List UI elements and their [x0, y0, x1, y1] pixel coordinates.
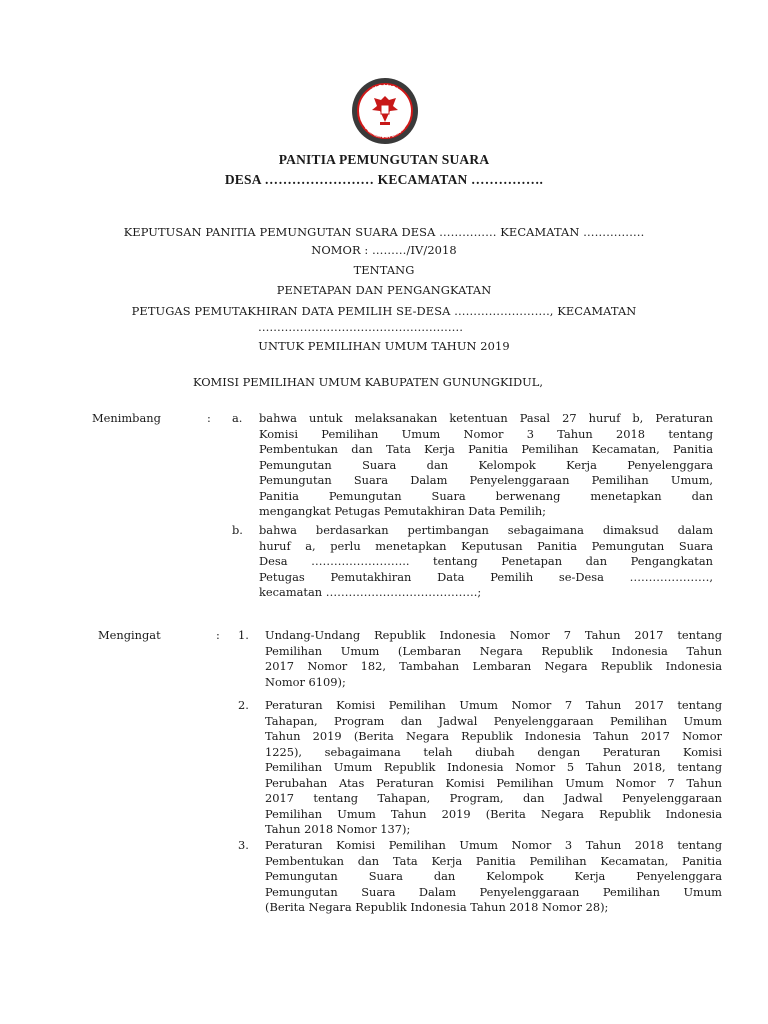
text-line: Tahapan, Program dan Jadwal Penyelenggaraan Pemilihan Umum [265, 713, 722, 728]
kpu-logo [350, 76, 420, 146]
text-line: Tahun 2018 Nomor 137); [265, 822, 411, 836]
text-line: Peraturan Komisi Pemilihan Umum Nomor 7 Tahun 2017 tentang [265, 698, 722, 712]
text-line: Desa …………………….. tentang Penetapan dan Pengangkatan [259, 554, 713, 568]
text-line: Undang-Undang Republik Indonesia Nomor 7 Tahun 2017 tentang [265, 628, 722, 642]
text-line: 1225), sebagaimana telah diubah dengan Peraturan Komisi [265, 744, 722, 759]
logo-top-text: KOMISI [371, 83, 399, 94]
text-line: Pembentukan dan Tata Kerja Panitia Pemilihan Kecamatan, Panitia [265, 853, 722, 868]
text-line: Pemilihan Umum Republik Indonesia Nomor 5 Tahun 2018, tentang [265, 760, 722, 774]
text-line: Pemilihan Umum (Lembaran Negara Republik Indonesia Tahun [265, 643, 722, 658]
decision-number: NOMOR : ………/IV/2018 [311, 243, 457, 257]
mengingat-marker-3: 3. [238, 838, 249, 852]
menimbang-colon: : [207, 411, 211, 425]
menimbang-marker-b: b. [232, 523, 243, 537]
text-line: bahwa untuk melaksanakan ketentuan Pasal 27 huruf b, Peraturan [259, 411, 713, 425]
text-line: mengangkat Petugas Pemutakhiran Data Pemilih; [259, 504, 547, 518]
text-line: 2017 Nomor 182, Tambahan Lembaran Negara Republik Indonesia [265, 659, 722, 673]
mengingat-colon: : [216, 628, 220, 642]
text-line: Panitia Pemungutan Suara berwenang menetapkan dan [259, 488, 713, 503]
mengingat-item-2 [265, 698, 722, 838]
mengingat-marker-2: 2. [238, 698, 249, 712]
decision-subject-3: UNTUK PEMILIHAN UMUM TAHUN 2019 [258, 339, 510, 353]
text-line: kecamatan ………………………………….; [259, 585, 482, 599]
decision-subject-2a: PETUGAS PEMUTAKHIRAN DATA PEMILIH SE-DESA ……………………., KECAMATAN [131, 304, 637, 318]
menimbang-marker-a: a. [232, 411, 243, 425]
mengingat-item-3 [265, 838, 722, 916]
decision-subject-2b: ……………………………………………… [258, 320, 464, 334]
text-line: Perubahan Atas Peraturan Komisi Pemilihan Umum Nomor 7 Tahun [265, 775, 722, 790]
text-line: Nomor 6109); [265, 674, 346, 689]
menimbang-label: Menimbang [92, 411, 161, 425]
menimbang-item-b [259, 523, 713, 601]
menimbang-item-a [259, 411, 713, 520]
mengingat-label: Mengingat [98, 628, 161, 642]
text-line: Pemungutan Suara dan Kelompok Kerja Penyelenggara [259, 457, 713, 472]
logo-bottom-text: PEMILIHAN UMUM [363, 125, 407, 141]
mengingat-item-1 [265, 628, 722, 690]
text-line: Pembentukan dan Tata Kerja Panitia Pemilihan Kecamatan, Panitia [259, 442, 713, 456]
text-line: Pemilihan Umum Tahun 2019 (Berita Negara Republik Indonesia [265, 806, 722, 821]
text-line: Komisi Pemilihan Umum Nomor 3 Tahun 2018 tentang [259, 426, 713, 441]
committee-title: PANITIA PEMUNGUTAN SUARA [278, 152, 490, 167]
text-line: Petugas Pemutakhiran Data Pemilih se-Desa …………………, [259, 569, 713, 584]
decision-authority: KOMISI PEMILIHAN UMUM KABUPATEN GUNUNGKIDUL, [193, 375, 543, 389]
text-line: Tahun 2019 (Berita Negara Republik Indonesia Tahun 2017 Nomor [265, 729, 722, 743]
text-line: 2017 tentang Tahapan, Program, dan Jadwal Penyelenggaraan [265, 791, 722, 805]
committee-subtitle: DESA …………………… KECAMATAN ……………. [224, 172, 544, 187]
text-line: Pemungutan Suara Dalam Penyelenggaraan Pemilihan Umum, [259, 473, 713, 487]
text-line: bahwa berdasarkan pertimbangan sebagaimana dimaksud dalam [259, 523, 713, 537]
text-line: (Berita Negara Republik Indonesia Tahun 2018 Nomor 28); [265, 900, 609, 914]
decision-about: TENTANG [353, 263, 415, 277]
decision-heading: KEPUTUSAN PANITIA PEMUNGUTAN SUARA DESA …………… KECAMATAN ……………. [123, 225, 645, 239]
text-line: Peraturan Komisi Pemilihan Umum Nomor 3 Tahun 2018 tentang [265, 838, 722, 852]
decision-subject-1: PENETAPAN DAN PENGANGKATAN [276, 283, 492, 297]
text-line: Pemungutan Suara dan Kelompok Kerja Penyelenggara [265, 869, 722, 883]
mengingat-marker-1: 1. [238, 628, 249, 642]
text-line: huruf a, perlu menetapkan Keputusan Panitia Pemungutan Suara [259, 538, 713, 553]
text-line: Pemungutan Suara Dalam Penyelenggaraan Pemilihan Umum [265, 884, 722, 899]
